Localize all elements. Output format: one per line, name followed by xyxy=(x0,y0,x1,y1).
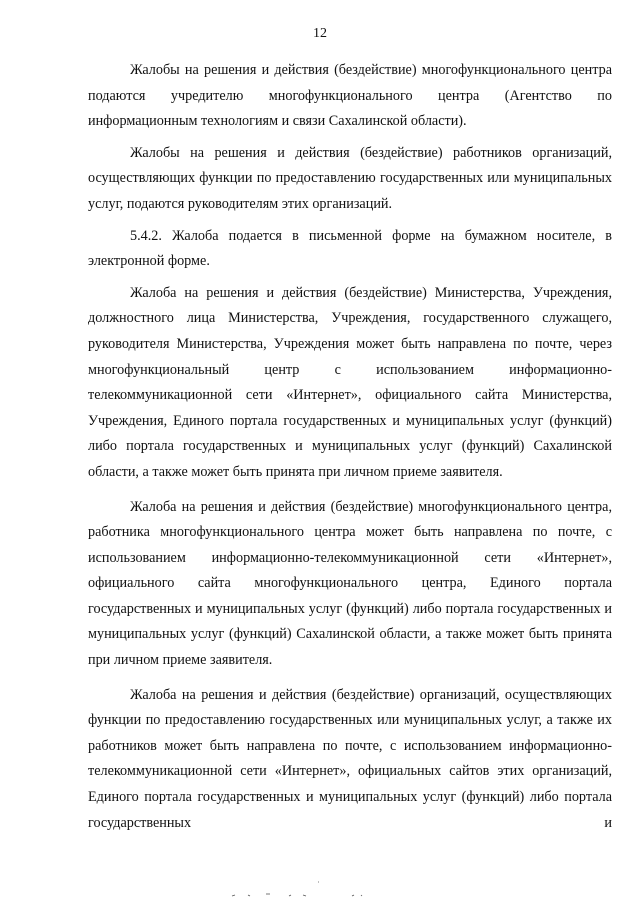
paragraph: Жалобы на решения и действия (бездействие) работников организаций, осуществляющих функции по предоставлению государственных или муниципальных услуг, подаются руководителям этих организаций. xyxy=(88,144,612,212)
paragraph: 5.4.2. Жалоба подается в письменной форме на бумажном носителе, в электронной форме. xyxy=(88,227,612,270)
paragraph: Жалоба на решения и действия (бездействие) многофункционального центра, работника многофункционального центра может быть направлена по почте, с использованием информационно-телекоммуникационной сети «Интернет», официального сайта многофункционального центра, Единого портала государственных и муниципальных услуг (функций) либо портала государственных и муниципальных услуг (функций) Сахалинской области, а также может быть принята при личном приеме заявителя. xyxy=(88,498,612,669)
page-number: 12 xyxy=(313,26,327,41)
paragraph: Жалоба на решения и действия (бездействие) организаций, осуществляющих функции по предоставлению государственных или муниципальных услуг, а также их работников может быть направлена по почте, с использованием информационно-телекоммуникационной сети «Интернет», официальных сайтов этих организаций, Единого портала государственных и муниципальных услуг (функций) либо портала государственных и xyxy=(88,686,612,831)
scan-noise-marks xyxy=(0,872,640,905)
paragraph: Жалобы на решения и действия (бездействие) многофункционального центра подаются учредителю многофункционального центра (Агентство по информационным технологиям и связи Сахалинской области). xyxy=(88,62,612,130)
paragraph: Жалоба на решения и действия (бездействие) Министерства, Учреждения, должностного лица Министерства, Учреждения, государственного служащего, руководителя Министерства, Учреждения может быть направлена по почте, через многофункциональный центр с использованием информационно-телекоммуникационной сети «Интернет», официального сайта Министерства, Учреждения, Единого портала государственных и муниципальных услуг (функций) либо портала государственных и муниципальных услуг (функций) Сахалинской области, а также может быть принята при личном приеме заявителя. xyxy=(88,284,612,480)
document-body xyxy=(88,58,612,836)
